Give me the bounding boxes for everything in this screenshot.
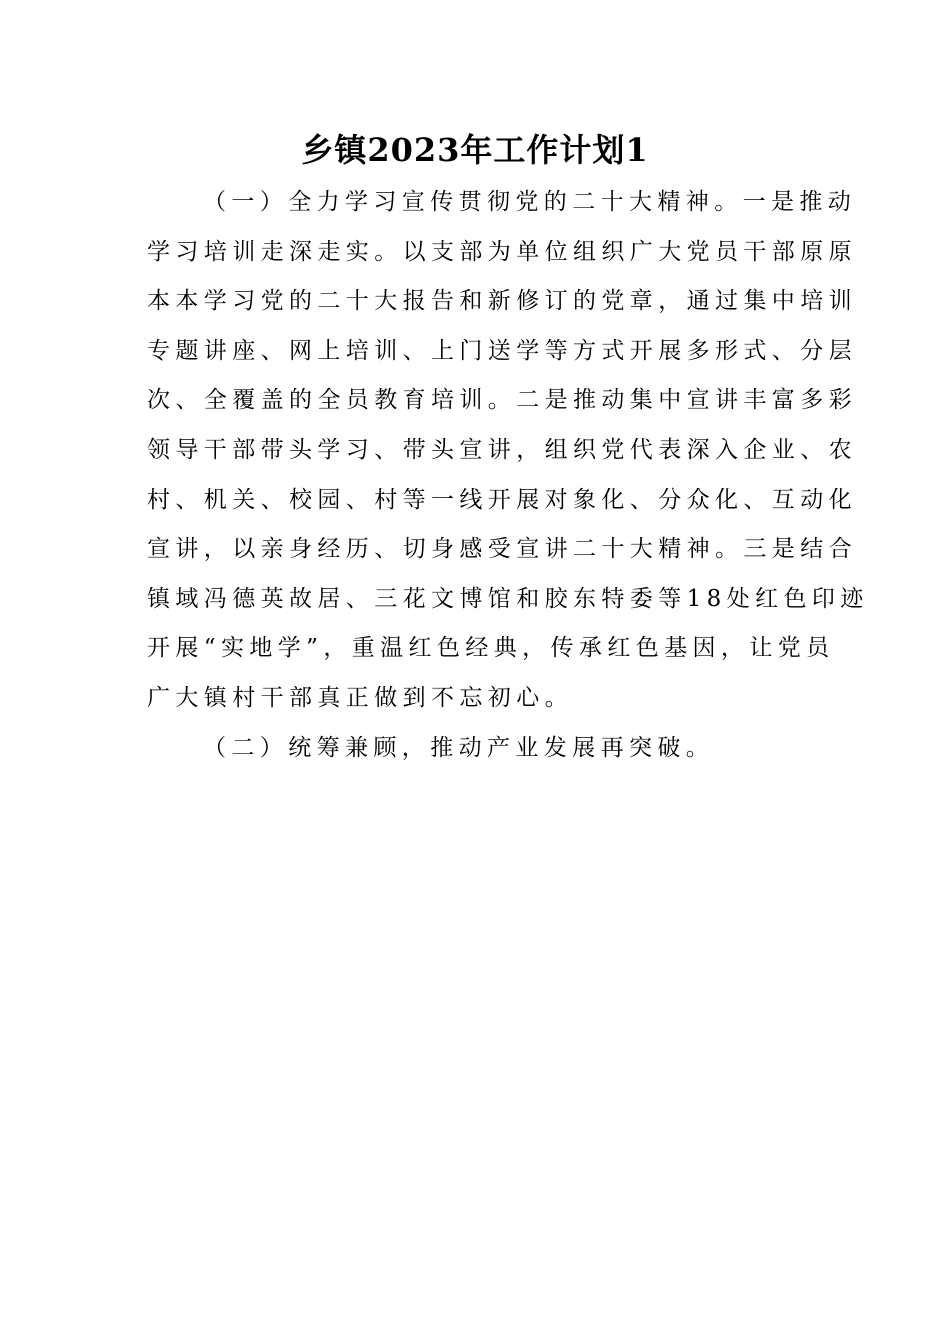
text-line: 领导干部带头学习、带头宣讲，组织党代表深入企业、农 xyxy=(147,436,857,463)
text-line: 宣讲，以亲身经历、切身感受宣讲二十大精神。三是结合 xyxy=(147,536,857,563)
text-line: 学习培训走深走实。以支部为单位组织广大党员干部原原 xyxy=(147,238,857,265)
text-line: 次、全覆盖的全员教育培训。二是推动集中宣讲丰富多彩 xyxy=(147,387,857,414)
paragraph-1 xyxy=(147,178,869,724)
document-body xyxy=(147,178,869,773)
text-line: 镇域冯德英故居、三花文博馆和胶东特委等18处红色印迹 xyxy=(147,585,869,612)
paragraph-2 xyxy=(147,724,807,774)
text-line: （一）全力学习宣传贯彻党的二十大精神。一是推动 xyxy=(203,189,857,215)
text-line: 村、机关、校园、村等一线开展对象化、分众化、互动化 xyxy=(147,486,857,513)
text-line: 专题讲座、网上培训、上门送学等方式开展多形式、分层 xyxy=(147,337,857,364)
document-title: 乡镇2023年工作计划1 xyxy=(301,131,649,169)
text-line: 广大镇村干部真正做到不忘初心。 xyxy=(147,684,573,711)
text-line: 开展“实地学”，重温红色经典，传承红色基因，让党员 xyxy=(147,635,835,662)
text-line: 本本学习党的二十大报告和新修订的党章，通过集中培训 xyxy=(147,288,857,315)
text-line: （二）统筹兼顾，推动产业发展再突破。 xyxy=(203,734,715,761)
